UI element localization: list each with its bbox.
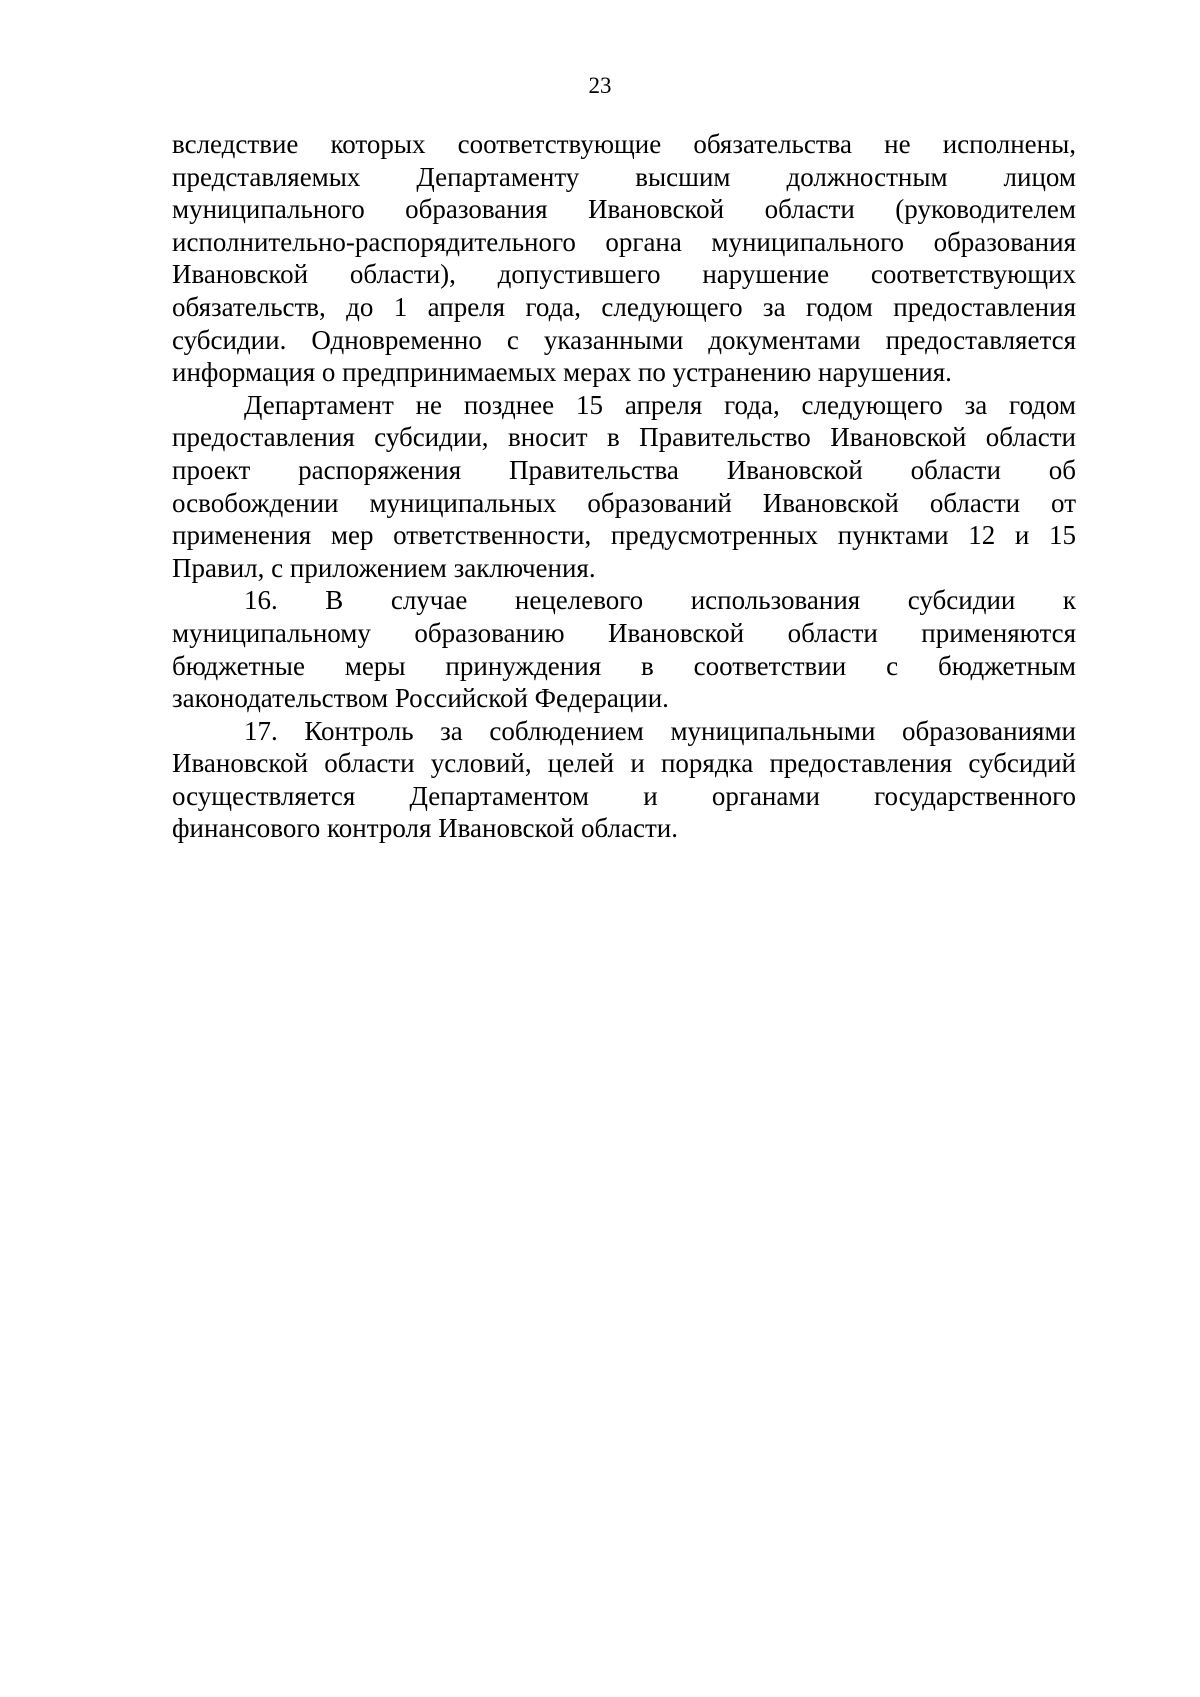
- text-line: Ивановской области условий, целей и порядка предоставления субсидий: [172, 748, 1076, 779]
- text-line: обязательств, до 1 апреля года, следующего за годом предоставления: [172, 291, 1076, 322]
- text-line: муниципальному образованию Ивановской области применяются: [172, 617, 1076, 648]
- text-line: 16. В случае нецелевого использования субсидии к: [244, 585, 1076, 616]
- text-line: Правил, с приложением заключения.: [172, 552, 596, 583]
- text-line: представляемых Департаменту высшим должностным лицом: [172, 161, 1076, 192]
- text-line: вследствие которых соответствующие обязательства не исполнены,: [172, 129, 1076, 159]
- document-body: [172, 128, 1076, 845]
- page-number: 23: [588, 73, 612, 98]
- text-line: бюджетные меры принуждения в соответствии с бюджетным: [172, 650, 1076, 681]
- text-line: финансового контроля Ивановской области.: [172, 813, 678, 844]
- paragraph-department-deadline: [172, 389, 1076, 585]
- text-line: 17. Контроль за соблюдением муниципальными образованиями: [244, 715, 1076, 746]
- text-line: проект распоряжения Правительства Ивановской области об: [172, 454, 1076, 485]
- text-line: осуществляется Департаментом и органами государственного: [172, 780, 1076, 811]
- text-line: субсидии. Одновременно с указанными документами предоставляется: [172, 324, 1076, 355]
- text-line: Ивановской области), допустившего нарушение соответствующих: [172, 259, 1076, 290]
- text-line: применения мер ответственности, предусмотренных пунктами 12 и 15: [172, 520, 1076, 551]
- paragraph-item-16: [172, 584, 1076, 714]
- text-line: законодательством Российской Федерации.: [172, 683, 669, 714]
- paragraph-continuation: [172, 128, 1076, 389]
- text-line: предоставления субсидии, вносит в Правительство Ивановской области: [172, 422, 1076, 453]
- text-line: исполнительно-распорядительного органа муниципального образования: [172, 226, 1076, 257]
- text-line: информация о предпринимаемых мерах по устранению нарушения.: [172, 357, 952, 388]
- text-line: освобождении муниципальных образований Ивановской области от: [172, 487, 1076, 518]
- paragraph-item-17: [172, 715, 1076, 845]
- text-line: Департамент не позднее 15 апреля года, следующего за годом: [244, 389, 1076, 420]
- text-line: муниципального образования Ивановской области (руководителем: [172, 194, 1076, 225]
